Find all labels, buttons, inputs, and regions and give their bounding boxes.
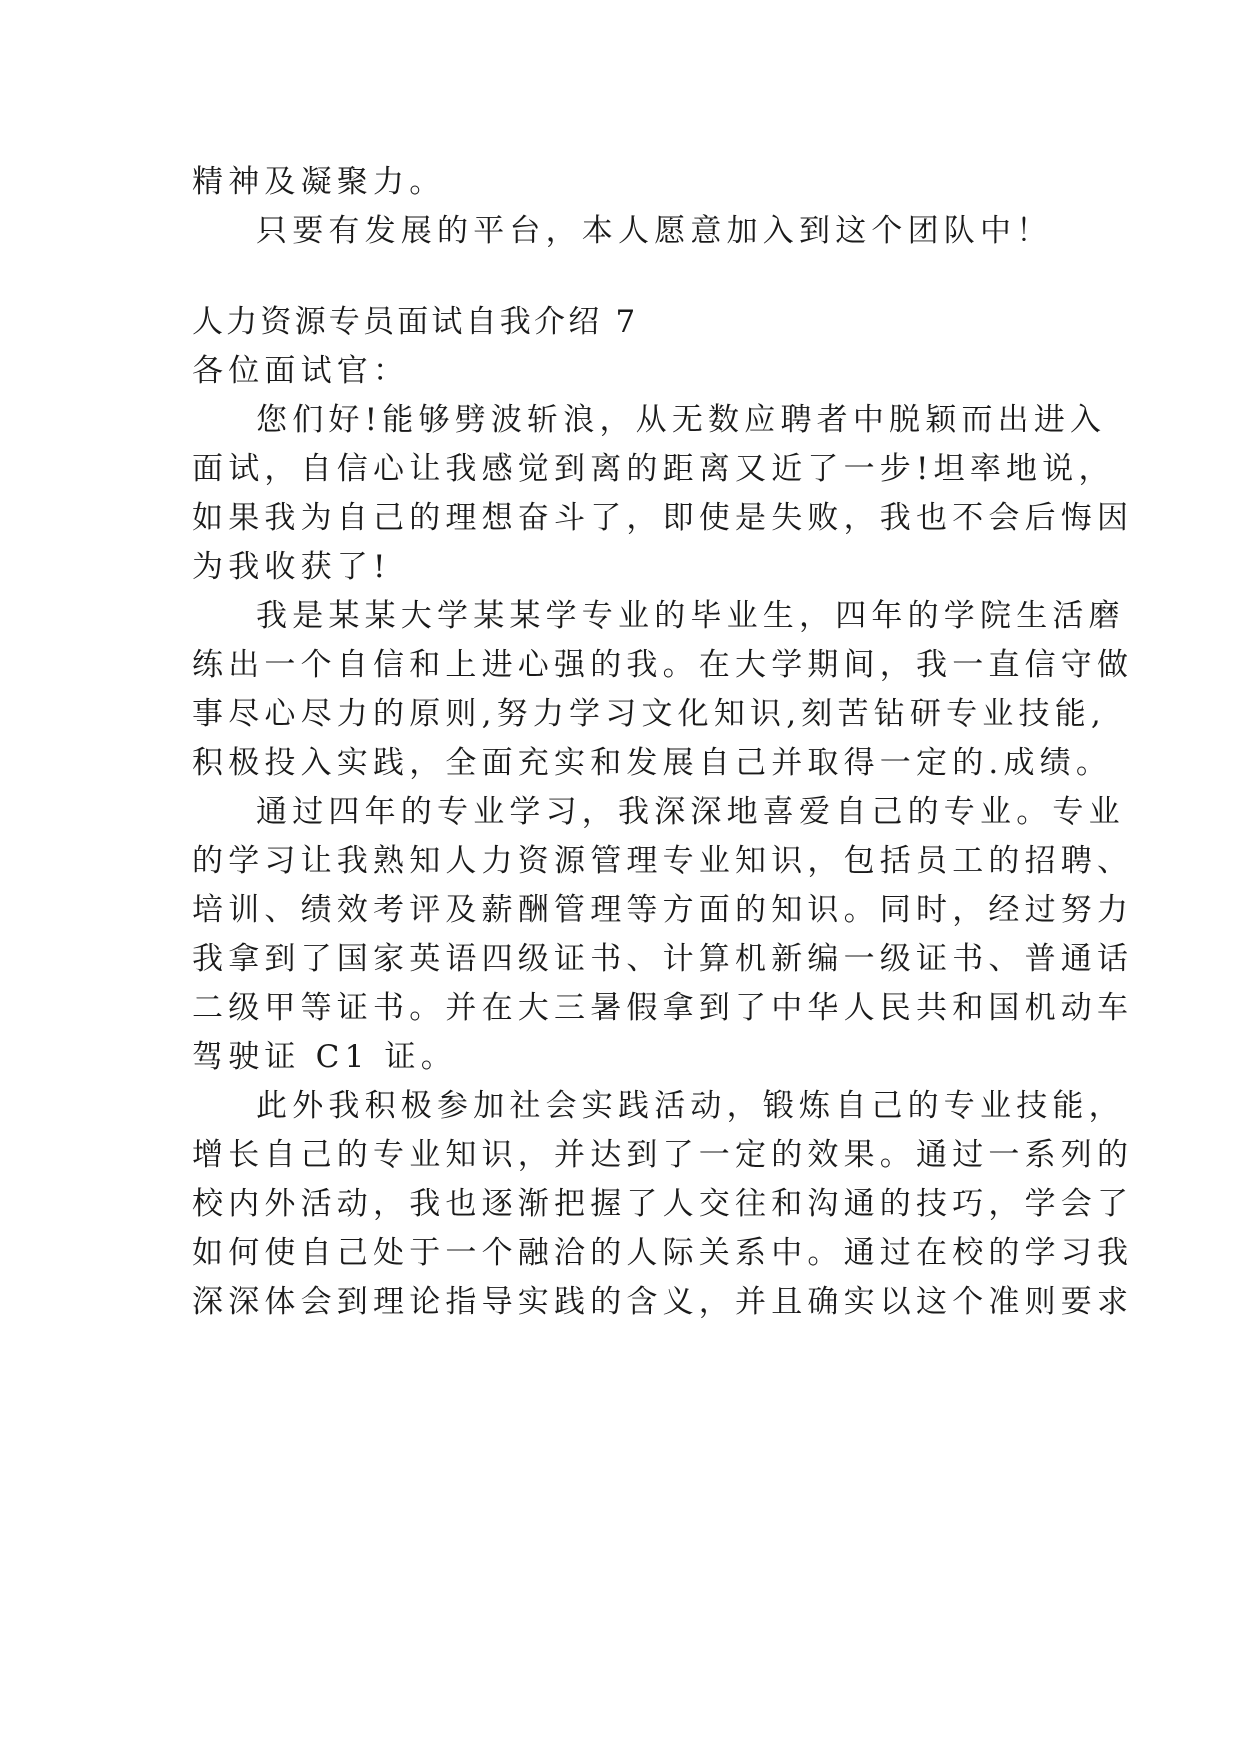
- text-line: 的学习让我熟知人力资源管理专业知识，包括员工的招聘、: [192, 843, 1134, 879]
- text-line: 二级甲等证书。并在大三暑假拿到了中华人民共和国机动车: [192, 990, 1134, 1026]
- text-line: 驾驶证 C1 证。: [192, 1039, 457, 1075]
- text-line: 我拿到了国家英语四级证书、计算机新编一级证书、普通话: [192, 941, 1134, 977]
- text-line: 只要有发展的平台，本人愿意加入到这个团队中！: [256, 213, 1053, 249]
- text-line: 如果我为自己的理想奋斗了，即使是失败，我也不会后悔因: [192, 500, 1134, 536]
- text-line: 此外我积极参加社会实践活动，锻炼自己的专业技能，: [256, 1088, 1125, 1124]
- salutation: 各位面试官：: [192, 353, 410, 389]
- text-line: 增长自己的专业知识，并达到了一定的效果。通过一系列的: [192, 1137, 1134, 1173]
- text-line: 练出一个自信和上进心强的我。在大学期间，我一直信守做: [192, 647, 1134, 683]
- text-line: 通过四年的专业学习，我深深地喜爱自己的专业。专业: [256, 794, 1125, 830]
- text-line: 我是某某大学某某学专业的毕业生，四年的学院生活磨: [256, 598, 1125, 634]
- text-line: 深深体会到理论指导实践的含义，并且确实以这个准则要求: [192, 1284, 1134, 1320]
- text-line: 如何使自己处于一个融洽的人际关系中。通过在校的学习我: [192, 1235, 1134, 1271]
- section-title: 人力资源专员面试自我介绍 7: [192, 304, 639, 340]
- text-line: 校内外活动，我也逐渐把握了人交往和沟通的技巧，学会了: [192, 1186, 1134, 1222]
- text-line: 积极投入实践，全面充实和发展自己并取得一定的.成绩。: [192, 745, 1113, 781]
- document-page: [192, 158, 1134, 1327]
- text-line: 事尽心尽力的原则,努力学习文化知识,刻苦钻研专业技能,: [192, 696, 1106, 732]
- text-line: 您们好!能够劈波斩浪，从无数应聘者中脱颖而出进入: [256, 402, 1107, 438]
- text-line: 培训、绩效考评及薪酬管理等方面的知识。同时，经过努力: [192, 892, 1134, 928]
- text-line: 精神及凝聚力。: [192, 164, 446, 200]
- text-line: 面试，自信心让我感觉到离的距离又近了一步!坦率地说，: [192, 451, 1115, 487]
- paragraph-spacer: [192, 256, 1062, 298]
- text-line: 为我收获了!: [192, 549, 391, 585]
